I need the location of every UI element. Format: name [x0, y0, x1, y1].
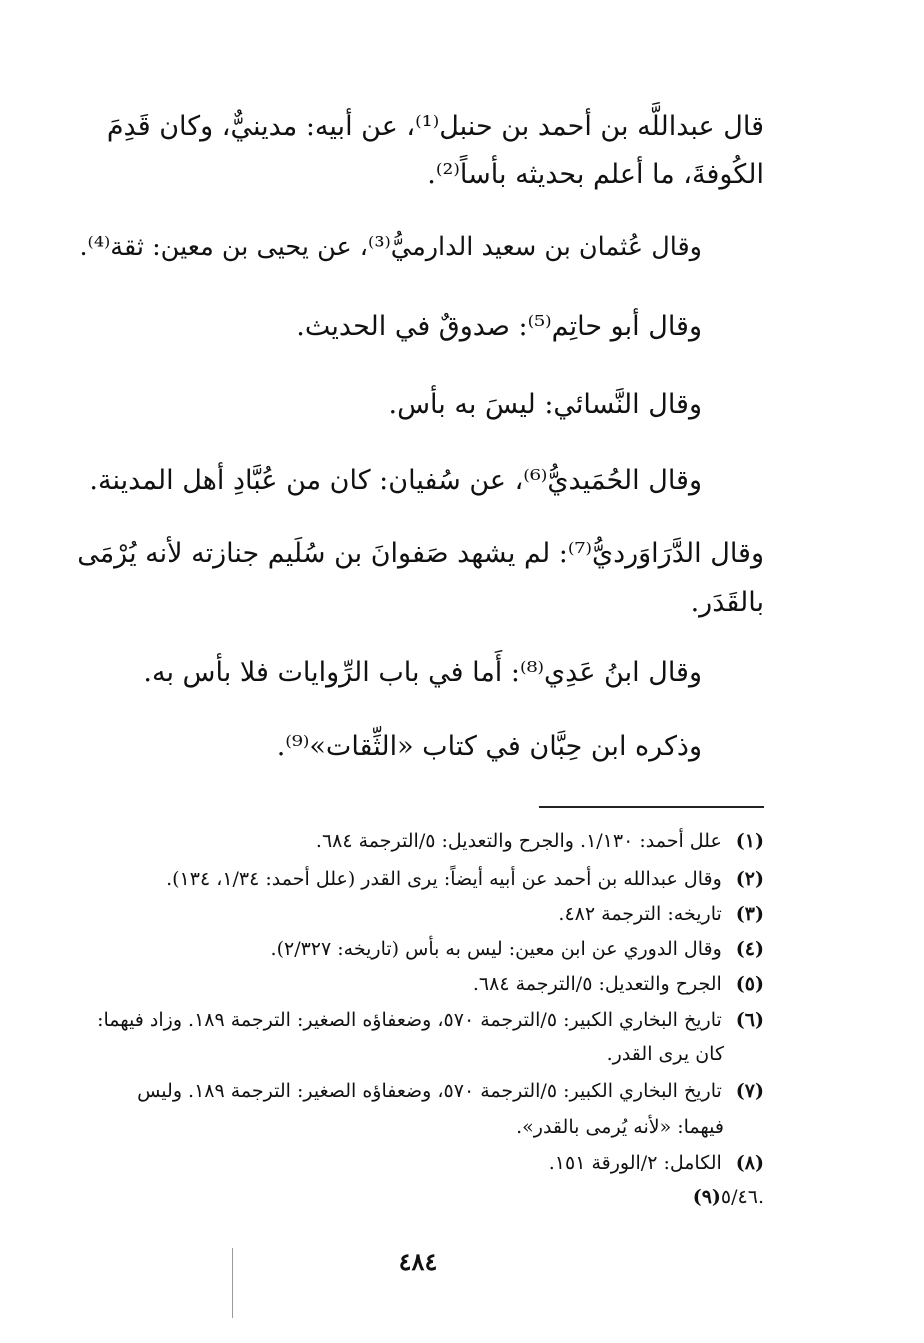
page-number: ٤٨٤: [398, 1247, 438, 1276]
footnote-3: [558, 905, 764, 924]
footnote-text: تاريخه: الترجمة ٤٨٢.: [558, 903, 722, 925]
footnote-number: (٦): [735, 1009, 764, 1031]
footnote-text: ٥/٤٦.: [720, 1186, 764, 1208]
footnote-text: علل أحمد: ١/١٣٠. والجرح والتعديل: ٥/الترجمة ٦٨٤.: [315, 830, 722, 852]
footnote-8: [549, 1154, 764, 1173]
footnote-text: وقال عبدالله بن أحمد عن أبيه أيضاً: يرى القدر (علل أحمد: ١/٣٤، ١٣٤).: [166, 868, 722, 890]
body-line: وقال ابنُ عَدِي⁽⁸⁾: أَما في باب الرِّوايات فلا بأس به.: [143, 657, 702, 688]
footnote-number: (٥): [735, 973, 764, 995]
footnote-number: (٤): [735, 938, 764, 960]
body-line: بالقَدَر.: [690, 587, 764, 618]
body-line: وقال عُثمان بن سعيد الدارميُّ⁽³⁾، عن يحيى بن معين: ثقة⁽⁴⁾.: [79, 232, 702, 262]
body-line: الكُوفةَ، ما أعلم بحديثه بأساً⁽²⁾.: [427, 159, 764, 190]
body-line: قال عبداللَّه بن أحمد بن حنبل⁽¹⁾، عن أبيه: مدينيٌّ، وكان قَدِمَ: [106, 111, 764, 142]
body-line: وقال الحُمَيديُّ⁽⁶⁾، عن سُفيان: كان من عُبَّادِ أهل المدينة.: [89, 465, 702, 496]
body-line: وذكره ابن حِبَّان في كتاب «الثِّقات»⁽⁹⁾.: [276, 731, 702, 762]
footnote-number: (٩): [692, 1186, 721, 1208]
footnote-separator: [539, 806, 764, 808]
footnote-9: [679, 1188, 764, 1207]
footnote-6-cont: كان يرى القدر.: [606, 1043, 724, 1065]
footnote-text: وقال الدوري عن ابن معين: ليس به بأس (تاريخه: ٢/٣٢٧).: [270, 938, 722, 960]
footnote-number: (٣): [735, 903, 764, 925]
footnote-text: الجرح والتعديل: ٥/الترجمة ٦٨٤.: [472, 973, 722, 995]
footnote-1: [316, 832, 764, 851]
body-line: وقال الدَّرَاوَرديُّ⁽⁷⁾: لم يشهد صَفوانَ بن سُلَيم جنازته لأنه يُرْمَى: [77, 538, 764, 569]
footnote-6: [97, 1011, 764, 1030]
body-line: وقال أبو حاتِم⁽⁵⁾: صدوقٌ في الحديث.: [296, 311, 702, 342]
body-line: وقال النَّسائي: ليسَ به بأس.: [388, 389, 702, 420]
footnote-number: (١): [735, 830, 764, 852]
footnote-2: [166, 870, 764, 889]
footnote-text: الكامل: ٢/الورقة ١٥١.: [548, 1152, 722, 1174]
scan-mark: [232, 1248, 233, 1318]
footnote-7: [137, 1082, 764, 1101]
footnote-text: تاريخ البخاري الكبير: ٥/الترجمة ٥٧٠، وضعفاؤه الصغير: الترجمة ١٨٩. وليس: [137, 1080, 722, 1102]
footnote-5: [473, 975, 764, 994]
footnote-4: [271, 940, 764, 959]
footnote-number: (٧): [735, 1080, 764, 1102]
footnote-number: (٢): [735, 868, 764, 890]
footnote-7-cont: فيهما: «لأنه يُرمى بالقدر».: [516, 1116, 724, 1138]
footnote-number: (٨): [735, 1152, 764, 1174]
footnote-text: تاريخ البخاري الكبير: ٥/الترجمة ٥٧٠، وضعفاؤه الصغير: الترجمة ١٨٩. وزاد فيهما:: [97, 1009, 722, 1031]
